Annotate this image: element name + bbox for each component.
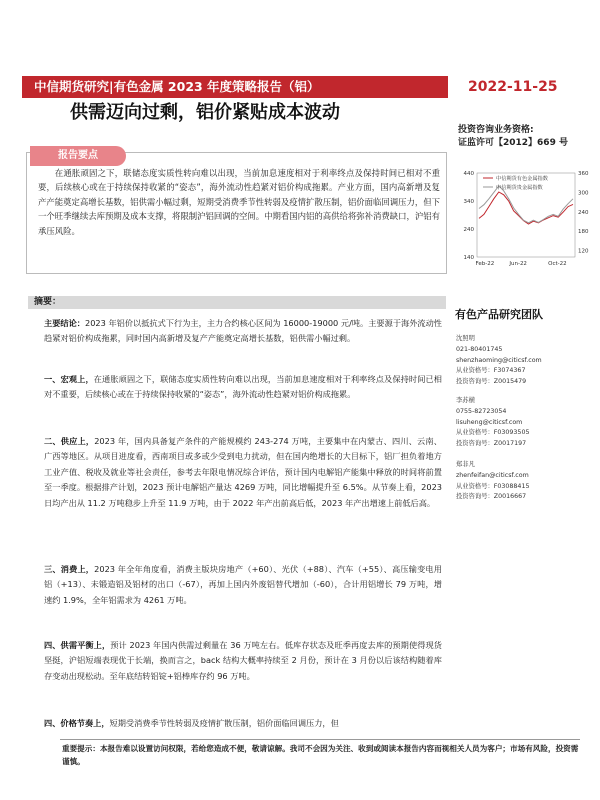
summary-text: 在通胀顽固之下，联储态度实质性转向难以出现，当前加息速度相对于利率终点及保持时间已相对不重要，后续核心或在于持续保持收紧的“姿态”，海外流动性趋紧对铝价构成拖累。产业方面，国内高新增及复产产能奠定高增长基数，铝供需小幅过剩，短期受消费季节性转弱及疫情扩散压制，铝价面临回调压力，但下一个旺季继续去库预期及成本支撑，将限制沪铝回调的空间。中期看国内铝的高供给将弥补消费缺口，沪铝有承压风险。 xyxy=(38,168,440,236)
analyst-email[interactable]: zhenfeifan@citicsf.com xyxy=(456,471,529,479)
analyst-cert-practice: 从业资格号：F03088415 xyxy=(456,482,530,490)
section-body: 预计 2023 年国内供需过剩量在 36 万吨左右。低库存状态及旺季再度去库的预期使得现货坚挺，沪铝短端表现优于长端，换而言之，back 结构大概率持续至 2 月份，预计在 3 月份以后该结构随着库存变动出现松动。至年底结转铝锭+铝棒库存约 96 万吨。 xyxy=(44,640,442,681)
legend-label: 中信期货有色金属指数 xyxy=(496,176,548,182)
legend-label: 中信期货贵金属指数 xyxy=(496,185,543,191)
series-line xyxy=(479,192,573,224)
analyst-cert-practice: 从业资格号：F3074367 xyxy=(456,367,526,375)
section-supply xyxy=(44,434,442,511)
section-body: 短期受消费季节性转弱及疫情扩散压制，铝价面临回调压力，但 xyxy=(109,718,339,728)
license-line-1: 投资咨询业务资格: xyxy=(458,125,534,135)
index-chart-svg xyxy=(455,165,595,273)
analyst-cert-advisory: 投资咨询号：Z0016667 xyxy=(456,493,527,501)
section-conclusion xyxy=(44,316,442,347)
y-left-tick-label: 240 xyxy=(463,227,474,233)
analyst-phone: 0755-82723054 xyxy=(456,407,507,415)
section-lead: 四、价格节奏上， xyxy=(44,718,110,728)
section-macro xyxy=(44,372,442,403)
section-body: 在通胀顽固之下，联储态度实质性转向难以出现，当前加息速度相对于利率终点及保持时间已相对不重要，后续核心或在于持续保持收紧的“姿态”，海外流动性趋紧对铝价构成拖累。 xyxy=(44,374,442,400)
x-tick-label: Feb-22 xyxy=(475,261,495,267)
x-tick-label: Oct-22 xyxy=(548,261,567,267)
y-left-tick-label: 340 xyxy=(463,199,474,205)
y-right-tick-label: 360 xyxy=(578,171,589,177)
footer-divider xyxy=(60,739,580,740)
section-body: 2023 年，国内具备复产条件的产能规模约 243-274 万吨，主要集中在内蒙古、四川、云南、广西等地区。从项目进度看，西南项目或多或少受到电力扰动，但在国内绝增长的大目标下，铝厂担负着地方工业产值、税收及就业等社会责任，参考去年限电情况综合评估，预计国内电解铝产能集中释放的时间将前置至一季度。根据排产计划，2023 预计电解铝产量达 4269 万吨，同比增幅提升至 6.5%。从节奏上看，2023 日均产出从 11.2 万吨稳步上升至 11.9 万吨，由于 2022 年产出前高后低，2023 年产出增速上前低后高。 xyxy=(44,436,442,508)
y-right-tick-label: 300 xyxy=(578,190,589,197)
report-banner: 中信期货研究|有色金属 2023 年度策略报告（铝） xyxy=(22,76,448,98)
license-line-2: 证监许可【2012】669 号 xyxy=(458,138,568,148)
analyst-email[interactable]: shenzhaoming@citicsf.com xyxy=(456,356,542,364)
analyst-email[interactable]: lisuheng@citicsf.com xyxy=(456,418,523,426)
y-right-tick-label: 240 xyxy=(578,209,589,216)
report-date: 2022-11-25 xyxy=(468,79,558,95)
section-body: 2023 年铝价以抵抗式下行为主，主力合约核心区间为 16000-19000 元/吨。主要源于海外流动性趋紧对铝价构成拖累，同时国内高新增及复产产能奠定高增长基数，铝供需小幅过剩。 xyxy=(44,318,442,344)
license-info xyxy=(458,124,568,150)
analyst-cert-practice: 从业资格号：F03093505 xyxy=(456,429,530,437)
footer-disclaimer: 重要提示：本报告难以设置访问权限，若给您造成不便，敬请谅解。我司不会因为关注、收到或阅读本报告内容而视相关人员为客户；市场有风险，投资需谨慎。 xyxy=(62,744,579,766)
section-lead: 一、宏观上， xyxy=(44,374,94,384)
section-consumption xyxy=(44,562,442,608)
analyst-cert-advisory: 投资咨询号：Z0017197 xyxy=(456,440,527,448)
section-body: 2023 年全年角度看，消费主版块房地产（+60）、光伏（+88）、汽车（+55）、高压输变电用铝（+13）、未锻造铝及铝材的出口（-67），再加上国内外废铝替代增加（-60），合计用铝增长 79 万吨，增速约 1.9%，全年铝需求为 4261 万吨。 xyxy=(44,564,442,605)
analyst-cert-advisory: 投资咨询号：Z0015479 xyxy=(456,378,527,386)
section-lead: 二、供应上， xyxy=(44,436,95,446)
index-chart xyxy=(455,165,595,273)
analyst-card xyxy=(456,334,542,388)
abstract-heading: 摘要： xyxy=(28,296,446,309)
y-left-tick-label: 440 xyxy=(463,171,474,177)
y-right-tick-label: 180 xyxy=(578,229,589,236)
section-lead: 三、消费上， xyxy=(44,564,95,574)
team-title: 有色产品研究团队 xyxy=(455,308,543,321)
analyst-phone: 021-80401745 xyxy=(456,345,503,353)
analyst-name: 郑非凡 xyxy=(456,461,475,468)
section-lead: 四、供需平衡上， xyxy=(44,640,111,650)
section-price xyxy=(44,716,442,732)
analyst-card xyxy=(456,396,529,450)
section-balance xyxy=(44,638,442,684)
summary-tag: 报告要点 xyxy=(30,146,126,166)
analyst-name: 沈照明 xyxy=(456,335,475,342)
y-right-tick-label: 120 xyxy=(578,248,589,255)
x-tick-label: Jun-22 xyxy=(509,261,527,267)
section-lead: 主要结论： xyxy=(44,318,85,328)
analyst-name: 李苏横 xyxy=(456,397,475,404)
series-line xyxy=(479,186,573,223)
page-title: 供需迈向过剩，铝价紧贴成本波动 xyxy=(70,102,340,123)
y-left-tick-label: 140 xyxy=(463,255,474,261)
analyst-card xyxy=(456,460,529,503)
